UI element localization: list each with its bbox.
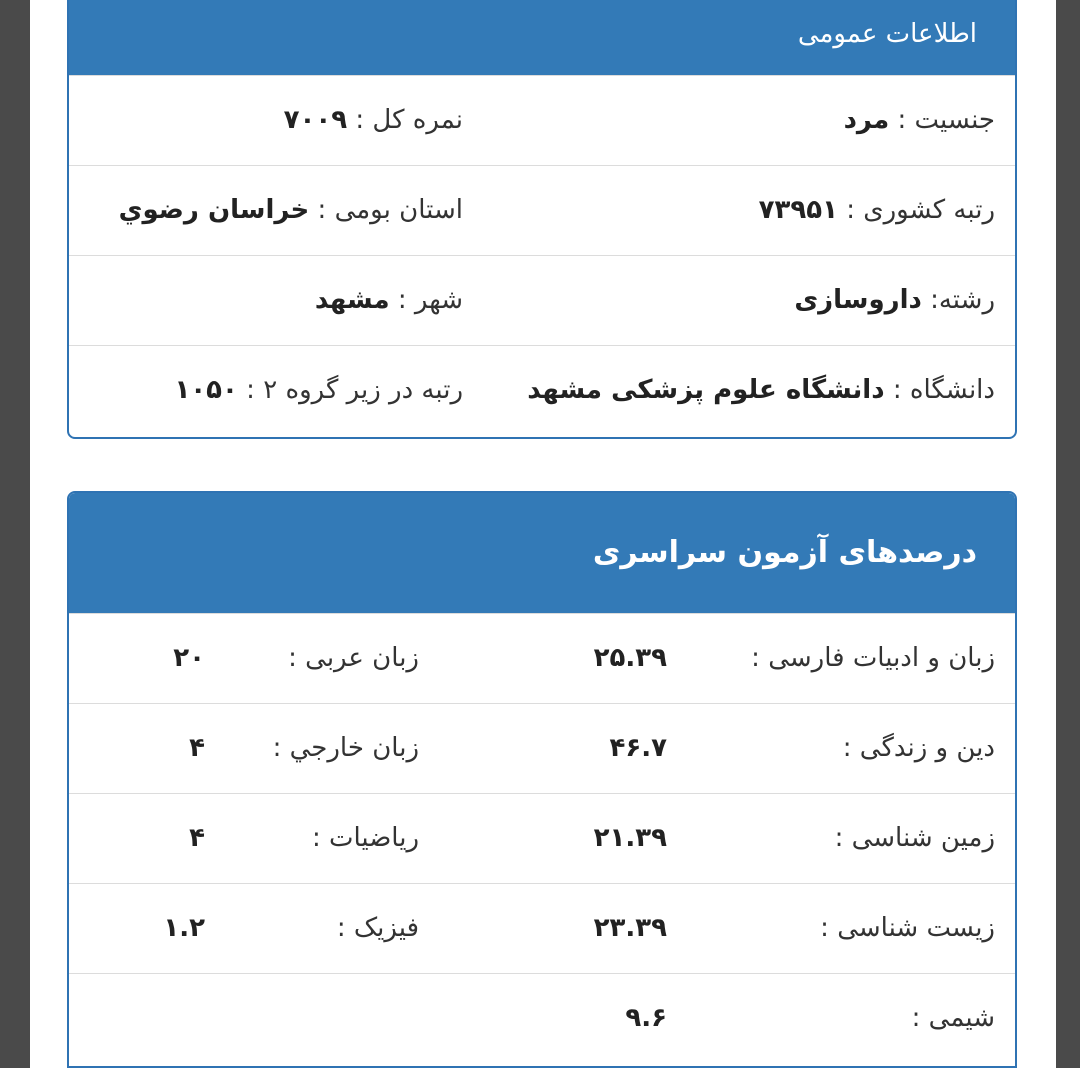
chemistry-label: شیمی : — [911, 1003, 995, 1033]
university-label: دانشگاه : — [884, 375, 995, 405]
exam-percentages-title: درصدهای آزمون سراسری — [69, 493, 1015, 613]
subgroup-rank-value: ۱۰۵۰ — [174, 375, 238, 405]
arabic-value: ۲۰ — [173, 643, 205, 673]
score-row — [69, 613, 1015, 703]
mathematics-value: ۴ — [189, 823, 205, 853]
foreign-language-label: زبان خارجي : — [272, 733, 419, 763]
national-rank-value: ۷۳۹۵۱ — [758, 195, 838, 225]
province-label: استان بومی : — [309, 195, 463, 225]
gender-field — [844, 76, 995, 165]
geology-label: زمین شناسی : — [834, 823, 995, 853]
gender-value: مرد — [843, 105, 890, 135]
city-value: مشهد — [314, 285, 390, 315]
university-value: دانشگاه علوم پزشکی مشهد — [527, 375, 885, 405]
physics-value: ۱.۲ — [163, 913, 205, 943]
province-field — [119, 166, 463, 255]
score-row — [69, 883, 1015, 973]
exam-percentages-panel — [67, 491, 1017, 1068]
info-row — [69, 165, 1015, 255]
info-row — [69, 255, 1015, 345]
city-label: شهر : — [389, 285, 463, 315]
arabic-label: زبان عربی : — [288, 643, 419, 673]
mathematics-label: ریاضیات : — [311, 823, 419, 853]
persian-literature-value: ۲۵.۳۹ — [593, 643, 667, 673]
geology-value: ۲۱.۳۹ — [593, 823, 667, 853]
info-row — [69, 75, 1015, 165]
university-field — [527, 346, 995, 435]
national-rank-label: رتبه کشوری : — [837, 195, 995, 225]
score-row — [69, 793, 1015, 883]
biology-label: زیست شناسی : — [820, 913, 995, 943]
subgroup-rank-label: رتبه در زیر گروه ۲ : — [237, 375, 463, 405]
total-score-value: ۷۰۰۹ — [283, 105, 348, 135]
subgroup-rank-field — [174, 346, 463, 435]
religion-label: دین و زندگی : — [842, 733, 995, 763]
score-row — [69, 973, 1015, 1063]
general-info-panel — [67, 0, 1017, 439]
province-value: خراسان رضوي — [118, 195, 310, 225]
national-rank-field — [759, 166, 995, 255]
biology-value: ۲۳.۳۹ — [593, 913, 667, 943]
info-row — [69, 345, 1015, 435]
foreign-language-value: ۴ — [189, 733, 205, 763]
chemistry-value: ۹.۶ — [625, 1003, 667, 1033]
total-score-field — [284, 76, 463, 165]
major-value: داروسازی — [794, 285, 922, 315]
gender-label: جنسیت : — [889, 105, 995, 135]
score-row — [69, 703, 1015, 793]
major-field — [794, 256, 995, 345]
city-field — [315, 256, 463, 345]
religion-value: ۴۶.۷ — [609, 733, 667, 763]
total-score-label: نمره کل : — [347, 105, 463, 135]
page — [30, 0, 1056, 1068]
persian-literature-label: زبان و ادبیات فارسی : — [751, 643, 995, 673]
general-info-title: اطلاعات عمومی — [69, 0, 1015, 75]
physics-label: فیزیک : — [336, 913, 419, 943]
major-label: رشته: — [921, 285, 995, 315]
